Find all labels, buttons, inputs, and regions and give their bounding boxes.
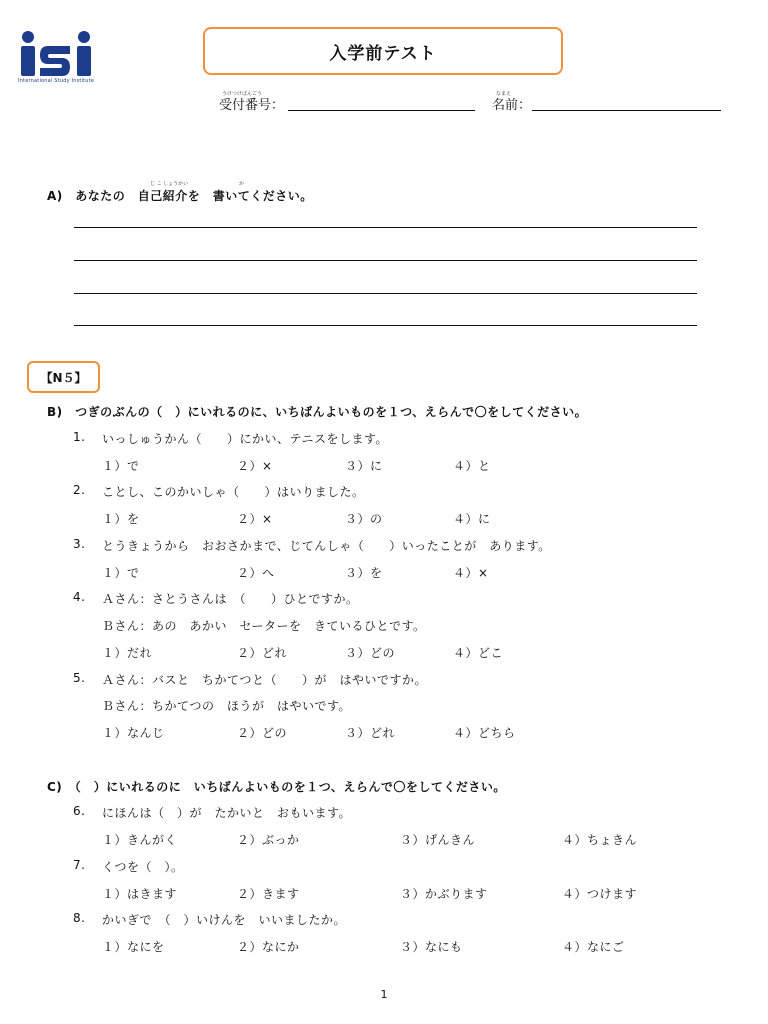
question-number: 7. [73,858,86,872]
answer-option[interactable]: ４）どちら [453,726,516,740]
answer-option[interactable]: １）を [102,512,140,526]
name-field[interactable] [532,110,721,111]
question-number: 3. [73,537,86,551]
question-text: とうきょうから おおさかまで、じてんしゃ（ ）いったことが あります。 [102,539,551,553]
answer-option[interactable]: １）なんじ [102,726,165,740]
kaku-furigana: か [239,181,245,187]
writing-line[interactable] [74,260,697,261]
answer-option[interactable]: ３）かぶります [400,887,488,901]
answer-option[interactable]: ２）なにか [237,940,300,954]
question-number: 5. [73,671,86,685]
answer-option[interactable]: １）なにを [102,940,165,954]
question-number: 6. [73,804,86,818]
answer-option[interactable]: ３）げんきん [400,833,476,847]
page-number: 1 [380,988,388,1001]
writing-line[interactable] [74,325,697,326]
question-text: ことし、このかいしゃ（ ）はいりました。 [102,485,365,499]
name-furigana: なまえ [496,91,512,97]
section-a-heading: A) あなたの 自己紹介を 書いてください。 [47,189,313,203]
question-text: かいぎで （ ）いけんを いいましたか。 [102,913,347,927]
answer-option[interactable]: ２）× [237,459,273,473]
question-number: 8. [73,911,86,925]
answer-option[interactable]: ２）きます [237,887,300,901]
answer-option[interactable]: １）で [102,459,140,473]
question-number: 2. [73,483,86,497]
answer-option[interactable]: ４）どこ [453,646,504,660]
reception-number-field[interactable] [288,110,475,111]
name-label: 名前： [492,98,532,113]
answer-option[interactable]: １）きんがく [102,833,178,847]
answer-option[interactable]: １）だれ [102,646,153,660]
page-title: 入学前テスト [203,27,563,75]
question-text: いっしゅうかん（ ）にかい、テニスをします。 [102,432,389,446]
question-text: Ｂさん：ちかてつの ほうが はやいです。 [102,699,352,713]
answer-option[interactable]: ２）× [237,512,273,526]
answer-option[interactable]: ３）の [345,512,383,526]
answer-option[interactable]: ３）なにも [400,940,463,954]
question-text: くつを（ ）。 [102,860,184,874]
question-number: 4. [73,590,86,604]
answer-option[interactable]: ３）に [345,459,383,473]
reception-number-label: 受付番号： [219,98,285,113]
question-text: にほんは（ ）が たかいと おもいます。 [102,806,352,820]
section-c-heading: C) （ ）にいれるのに いちばんよいものを１つ、えらんで〇をしてください。 [47,780,506,794]
answer-option[interactable]: ２）どの [237,726,288,740]
question-text: Ｂさん：あの あかい セーターを きているひとです。 [102,619,426,633]
answer-option[interactable]: ４）なにご [562,940,625,954]
question-text: Ａさん：バスと ちかてつと（ ）が はやいですか。 [102,673,428,687]
answer-option[interactable]: ４）つけます [562,887,638,901]
answer-option[interactable]: ３）どれ [345,726,396,740]
jiko-furigana: じ こ しょうかい [150,181,189,187]
answer-option[interactable]: ２）へ [237,566,275,580]
answer-option[interactable]: ３）どの [345,646,396,660]
answer-option[interactable]: ２）ぶっか [237,833,300,847]
question-number: 1. [73,430,86,444]
writing-line[interactable] [74,227,697,228]
answer-option[interactable]: ４）と [453,459,491,473]
level-tag: 【N５】 [27,361,100,393]
answer-option[interactable]: ２）どれ [237,646,288,660]
answer-option[interactable]: １）で [102,566,140,580]
reception-furigana: うけつけばんごう [222,91,263,97]
answer-option[interactable]: １）はきます [102,887,178,901]
writing-line[interactable] [74,293,697,294]
logo-subtitle: International Study Institute [18,78,95,84]
answer-option[interactable]: ４）に [453,512,491,526]
answer-option[interactable]: ４）× [453,566,489,580]
question-text: Ａさん：さとうさんは （ ）ひとですか。 [102,592,359,606]
answer-option[interactable]: ３）を [345,566,383,580]
section-b-heading: B) つぎのぶんの（ ）にいれるのに、いちばんよいものを１つ、えらんで〇をしてください。 [47,405,588,419]
answer-option[interactable]: ４）ちょきん [562,833,638,847]
